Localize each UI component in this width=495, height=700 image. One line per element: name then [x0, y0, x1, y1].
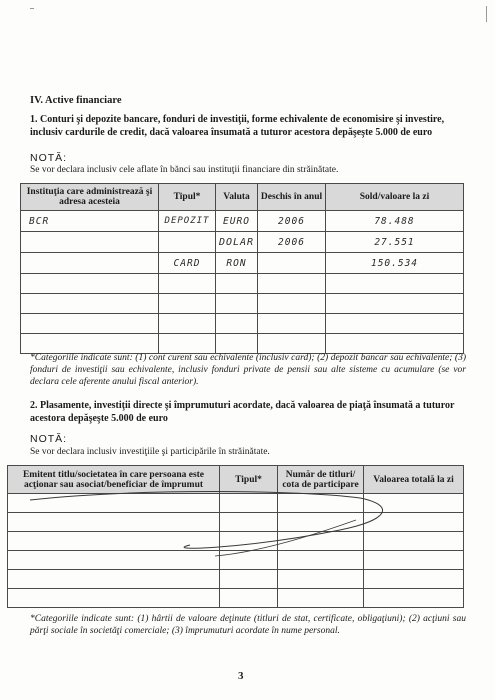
cell-tipul: DEPOZIT [159, 211, 216, 232]
col-header-numar-titluri: Număr de titluri/ cota de participare [278, 466, 364, 494]
cell-deschis: 2006 [258, 232, 326, 253]
col-header-tipul: Tipul* [220, 466, 278, 494]
item2-heading: 2. Plasamente, investiţii directe şi împrumuturi acordate, dacă valoarea de piaţă însumată a tuturor acestora depăşeşte 5.000 de euro [30, 400, 455, 424]
item1-footnote: *Categoriile indicate sunt: (1) cont curent sau echivalente (inclusiv card); (2) depozit bancar sau echivalente; (3) fonduri de investiţii sau echivalente, inclusiv fonduri private de pensii sau alte sisteme cu acumulare (se vor declara cele aferente anului fiscal anterior). [30, 353, 466, 387]
col-header-deschis: Deschis în anul [258, 184, 326, 211]
item2-nota-label: NOTĂ: [30, 433, 68, 445]
cell-sold: 78.488 [326, 211, 464, 232]
cell-valuta: DOLAR [216, 232, 258, 253]
cell-valuta: RON [216, 253, 258, 274]
col-header-institutie: Instituţia care administrează şi adresa acesteia [21, 184, 159, 211]
cell-valuta: EURO [216, 211, 258, 232]
cell-deschis: 2006 [258, 211, 326, 232]
item2-footnote: *Categoriile indicate sunt: (1) hârtii de valoare deţinute (titluri de stat, certificate, obligaţiuni); (2) acţiuni sau părţi sociale în societăţi comerciale; (3) împrumuturi acordate în nume personal. [30, 614, 466, 636]
col-header-valuta: Valuta [216, 184, 258, 211]
col-header-sold: Sold/valoare la zi [326, 184, 464, 211]
item1-nota-text: Se vor declara inclusiv cele aflate în bănci sau instituţii financiare din străinătate. [30, 165, 339, 175]
page-number: 3 [238, 670, 244, 682]
cell-institutie: BCR [21, 211, 159, 232]
cell-tipul: CARD [159, 253, 216, 274]
section-title: IV. Active financiare [30, 95, 122, 106]
cell-sold: 150.534 [326, 253, 464, 274]
col-header-tipul: Tipul* [159, 184, 216, 211]
item2-nota-text: Se vor declara inclusiv investiţiile şi participările în străinătate. [30, 447, 270, 457]
item1-nota-label: NOTĂ: [30, 152, 68, 164]
cell-sold: 27.551 [326, 232, 464, 253]
col-header-valoare: Valoarea totală la zi [364, 466, 464, 494]
col-header-emitent: Emitent titlu/societatea în care persoana este acţionar sau asociat/beneficiar de împrumut [8, 466, 220, 494]
item1-heading: 1. Conturi şi depozite bancare, fonduri de investiţii, forme echivalente de economisire şi investire, inclusiv cardurile de credit, dacă valoarea însumată a tuturor acestora depăşeşte 5.000 de euro [30, 114, 445, 138]
